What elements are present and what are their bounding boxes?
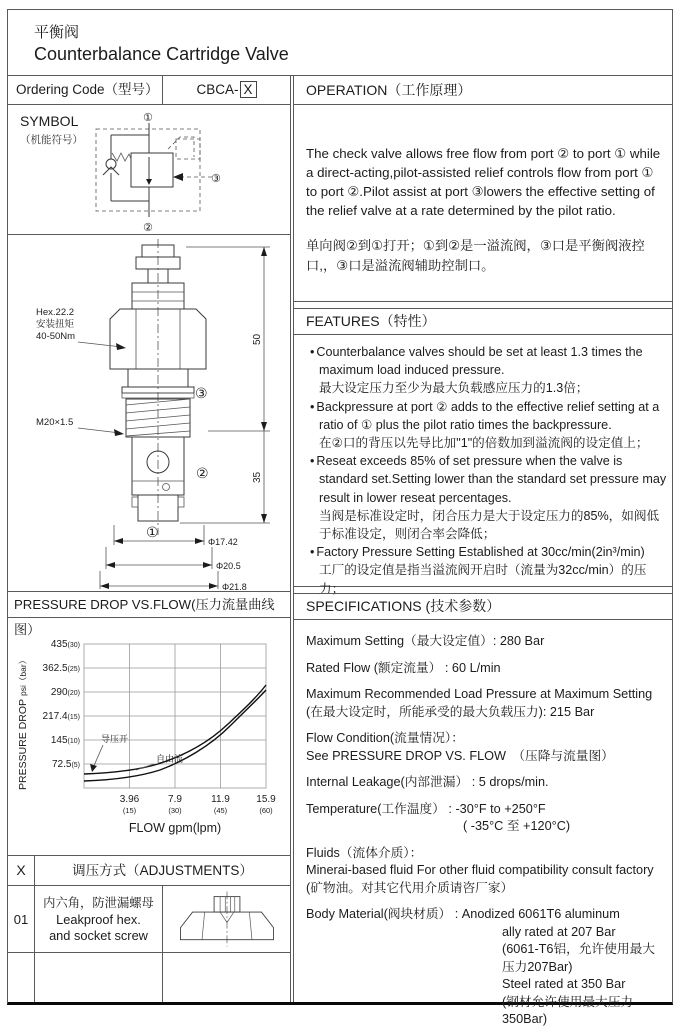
feature-item: • Reseat exceeds 85% of set pressure when the valve is standard set.Setting lower than the standard set pressure may result in lower reseat percentages. 当阀是标准设定时，闭合压力是大于设定压力的85%，如阀低于标准设定，则闭合率会降低；: [306, 452, 667, 543]
adjustments-col-x: X: [8, 856, 35, 885]
svg-text:(15): (15): [122, 806, 137, 815]
dim-35: 35: [252, 471, 263, 483]
svg-text:11.9: 11.9: [211, 794, 230, 805]
feature-item: • Counterbalance valves should be set at least 1.3 times the maximum load induced pressure. 最大设定压力至少为最大负载感应压力的1.3倍；: [306, 343, 667, 398]
pressure-drop-chart-section: [8, 618, 290, 855]
page-title-zh: 平衡阀: [34, 24, 80, 41]
ordering-code-label: Ordering Code（型号）: [8, 76, 163, 104]
spec-body-material: Body Material(阀块材质） : Anodized 6061T6 aluminum ally rated at 207 Bar (6061-T6铝，允许使用最大压力207Bar) Steel rated at 350 Bar (钢材允许使用最大压力350Bar): [306, 907, 655, 1026]
adjustment-description: [35, 886, 163, 952]
feature-item: • Backpressure at port ② adds to the effective relief setting at a ratio of ① plus the pilot ratio times the backpressure. 在②口的背压以先导比加"1"的倍数加到溢流阀的设定值上；: [306, 398, 667, 453]
specifications-header: SPECIFICATIONS (技术参数）: [294, 593, 672, 620]
operation-body: [294, 105, 672, 302]
dim-dia1: Φ17.42: [208, 537, 238, 547]
adjustment-id: 01: [8, 886, 35, 952]
chart-x-axis-label: FLOW gpm(lpm): [128, 821, 222, 835]
adjustments-empty-row: [8, 953, 290, 1002]
adjustment-desc-en2: and socket screw: [49, 927, 148, 943]
operation-paragraph-zh: 单向阀②到①打开；①到②是一溢流阀，③口是平衡阀液控口,，③口是溢流阀辅助控制口。: [306, 238, 645, 273]
svg-text:(30): (30): [168, 806, 182, 815]
drawing-port3-label: ③: [195, 385, 208, 401]
spec-rated-flow: Rated Flow (额定流量） : 60 L/min: [306, 660, 501, 675]
symbol-subtitle: （机能符号）: [20, 134, 83, 146]
hex-label-line3: 40-50Nm: [36, 331, 76, 342]
thread-label: M20×1.5: [36, 417, 74, 428]
svg-text:3.96: 3.96: [119, 794, 140, 805]
adjustment-desc-zh: 内六角，防泄漏螺母: [43, 895, 154, 910]
datasheet-page: [7, 9, 673, 1026]
symbol-port1-label: ①: [143, 112, 153, 124]
curve-label-pilot-open: 导压开: [101, 734, 129, 744]
pressure-drop-header: PRESSURE DROP VS.FLOW(压力流量曲线图）: [8, 592, 290, 618]
dim-dia2: Φ20.5: [216, 561, 241, 571]
feature-item: • Factory Pressure Setting Established at 30cc/min(2in³/min) 工厂的设定值是指当溢流阀开启时（流量为32cc/min）的压力；: [306, 543, 667, 598]
svg-text:435(30): 435(30): [50, 639, 80, 650]
svg-text:(45): (45): [213, 806, 228, 815]
pressure-drop-chart: [8, 618, 289, 855]
title-block: [8, 10, 672, 76]
svg-text:72.5(5): 72.5(5): [51, 759, 80, 770]
hex-label-line2: 安装扭矩: [36, 319, 75, 330]
adjustment-desc-en1: Leakproof hex.: [56, 911, 141, 927]
adjustments-header-row: [8, 855, 290, 886]
svg-text:15.9: 15.9: [256, 794, 276, 805]
svg-text:217.4(15): 217.4(15): [42, 711, 80, 722]
spec-fluids: Fluids（流体介质）： Minerai-based fluid For other fluid compatibility consult factory (矿物油。对其它代用介质请咨厂家）: [306, 845, 654, 895]
main-columns: [8, 76, 672, 1026]
curve-label-free-flow: 自由流: [156, 754, 184, 764]
valve-cross-section-drawing: [8, 235, 289, 591]
spec-maximum-setting: Maximum Setting（最大设定值）: 280 Bar: [306, 634, 545, 648]
svg-text:(60): (60): [259, 806, 273, 815]
leakproof-nut-drawing: [168, 888, 286, 950]
svg-text:7.9: 7.9: [168, 794, 182, 805]
svg-text:PRESSURE DROPpsi（bar）: PRESSURE DROPpsi（bar）: [17, 655, 29, 790]
spec-temperature: Temperature(工作温度） : -30°F to +250°F ( -35°C 至 +120°C): [306, 801, 571, 833]
features-body: [294, 335, 672, 596]
operation-header: OPERATION（工作原理）: [294, 76, 672, 105]
symbol-section: [8, 105, 290, 235]
code-x-box: X: [240, 81, 257, 98]
left-column: [8, 76, 291, 1002]
ordering-code-value: [163, 76, 290, 104]
symbol-port3-label: ③: [211, 173, 221, 185]
dim-50: 50: [252, 333, 263, 345]
adjustments-row-01: [8, 886, 290, 953]
spec-flow-condition: Flow Condition(流量情况）： See PRESSURE DROP VS. FLOW （压降与流量图）: [306, 731, 614, 763]
adjustments-table: [8, 855, 290, 1002]
spec-internal-leakage: Internal Leakage(内部泄漏） : 5 drops/min.: [306, 775, 549, 789]
svg-text:362.5(25): 362.5(25): [42, 663, 80, 674]
drawing-port2-label: ②: [196, 465, 209, 481]
code-prefix: CBCA-: [196, 82, 239, 97]
valve-drawing-section: [8, 235, 290, 592]
symbol-port2-label: ②: [143, 222, 153, 234]
dim-dia3: Φ21.8: [222, 582, 247, 591]
right-column: [293, 76, 672, 1026]
svg-text:290(20): 290(20): [50, 687, 80, 698]
adjustment-image-cell: [163, 886, 290, 952]
specifications-body: [294, 620, 672, 1026]
features-header: FEATURES（特性）: [294, 308, 672, 335]
hex-label-line1: Hex.22.2: [36, 307, 75, 318]
operation-paragraph-en: The check valve allows free flow from port ② to port ① while a direct-acting,pilot-assisted relief controls flow from port ① to port ②.Pilot assist at port ③lowers the effective setting of the relief valve at a rate determined by the pilot ratio.: [306, 146, 661, 218]
svg-text:145(10): 145(10): [50, 735, 80, 746]
spec-max-load-pressure: Maximum Recommended Load Pressure at Maximum Setting (在最大设定时，所能承受的最大负载压力): 215 Bar: [306, 687, 653, 719]
symbol-title: SYMBOL: [20, 113, 79, 129]
drawing-port1-label: ①: [146, 524, 159, 540]
ordering-code-row: [8, 76, 290, 105]
adjustments-col-title: 调压方式（ADJUSTMENTS）: [72, 863, 253, 878]
chart-y-axis-label: [17, 656, 29, 790]
page-title-en: Counterbalance Cartridge Valve: [34, 44, 289, 64]
